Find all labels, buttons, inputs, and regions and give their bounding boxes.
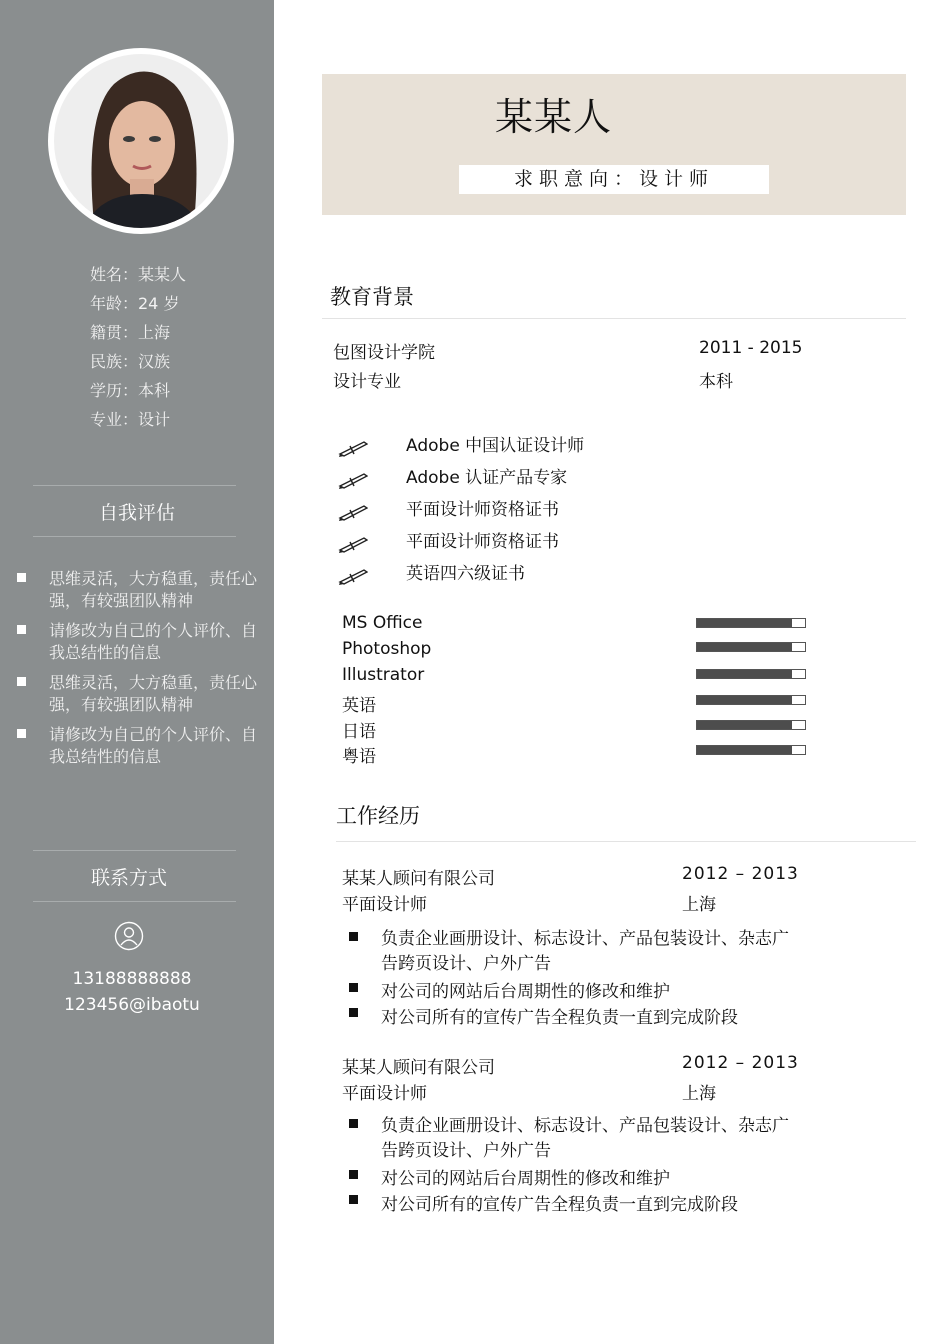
info-education: 学历：本科 (90, 381, 171, 400)
list-item: 请修改为自己的个人评价、自我总结性的信息 (14, 620, 264, 664)
skill-name: 英语 (342, 696, 376, 716)
info-ethnicity: 民族：汉族 (90, 352, 171, 371)
pen-icon (338, 532, 368, 554)
company: 某某人顾问有限公司 (342, 869, 495, 889)
contact-info (0, 966, 264, 1018)
page-title: 某某人 (495, 95, 613, 139)
divider (336, 841, 916, 842)
info-major: 专业：设计 (90, 410, 171, 429)
list-item: 思维灵活，大方稳重，责任心强，有较强团队精神 (14, 672, 264, 716)
certificate-item: Adobe 中国认证设计师 (406, 436, 585, 456)
divider (322, 318, 906, 319)
bullet (349, 1170, 358, 1179)
degree: 本科 (699, 372, 733, 392)
skill-bar (696, 720, 806, 730)
info-age: 年龄：24 岁 (90, 294, 180, 313)
bullet (349, 1008, 358, 1017)
list-item: 请修改为自己的个人评价、自我总结性的信息 (14, 724, 264, 768)
job-duty: 负责企业画册设计、标志设计、产品包装设计、杂志广告跨页设计、户外广告 (381, 1116, 789, 1161)
contact-title: 联系方式 (90, 867, 167, 889)
education-title: 教育背景 (330, 285, 414, 309)
email: 123456@ibaotu (64, 995, 200, 1015)
skill-name: Illustrator (342, 665, 425, 685)
bullet (349, 1195, 358, 1204)
phone: 13188888888 (72, 969, 192, 989)
job-duty: 对公司的网站后台周期性的修改和维护 (381, 1169, 670, 1189)
major: 设计专业 (333, 372, 401, 392)
pen-icon (338, 500, 368, 522)
work-title: 工作经历 (336, 804, 420, 828)
user-icon (114, 921, 144, 951)
job-duty: 对公司所有的宣传广告全程负责一直到完成阶段 (381, 1195, 738, 1215)
pen-icon (338, 468, 368, 490)
divider (33, 536, 236, 537)
skill-bar (696, 695, 806, 705)
job-years: 2012 – 2013 (682, 1053, 799, 1073)
list-item: 思维灵活，大方稳重，责任心强，有较强团队精神 (14, 568, 264, 612)
avatar (54, 54, 228, 228)
skill-name: Photoshop (342, 639, 432, 659)
school: 包图设计学院 (333, 343, 435, 363)
skill-name: 日语 (342, 722, 376, 742)
self-eval-list (14, 568, 264, 776)
job-city: 上海 (682, 895, 716, 915)
bullet (349, 1119, 358, 1128)
certificate-item: Adobe 认证产品专家 (406, 468, 568, 488)
job-role: 平面设计师 (342, 895, 427, 915)
pen-icon (338, 436, 368, 458)
divider (33, 901, 236, 902)
job-role: 平面设计师 (342, 1084, 427, 1104)
job-intent: 求职意向：设计师 (459, 165, 769, 194)
certificate-item: 平面设计师资格证书 (406, 532, 559, 552)
job-years: 2012 – 2013 (682, 864, 799, 884)
skill-bar (696, 642, 806, 652)
info-name: 姓名：某某人 (90, 265, 187, 284)
personal-info (90, 260, 186, 434)
pen-icon (338, 564, 368, 586)
certificate-item: 英语四六级证书 (406, 564, 525, 584)
bullet (349, 932, 358, 941)
divider (33, 850, 236, 851)
bullet (349, 983, 358, 992)
certificate-item: 平面设计师资格证书 (406, 500, 559, 520)
job-city: 上海 (682, 1084, 716, 1104)
education-years: 2011 - 2015 (699, 338, 803, 358)
self-eval-title: 自我评估 (98, 502, 175, 524)
skill-name: 粤语 (342, 747, 376, 767)
company: 某某人顾问有限公司 (342, 1058, 495, 1078)
job-duty: 对公司所有的宣传广告全程负责一直到完成阶段 (381, 1008, 738, 1028)
skill-name: MS Office (342, 613, 423, 633)
job-duty: 负责企业画册设计、标志设计、产品包装设计、杂志广告跨页设计、户外广告 (381, 929, 789, 974)
info-origin: 籍贯：上海 (90, 323, 171, 342)
skill-bar (696, 669, 806, 679)
job-duty: 对公司的网站后台周期性的修改和维护 (381, 982, 670, 1002)
divider (33, 485, 236, 486)
skill-bar (696, 618, 806, 628)
skill-bar (696, 745, 806, 755)
